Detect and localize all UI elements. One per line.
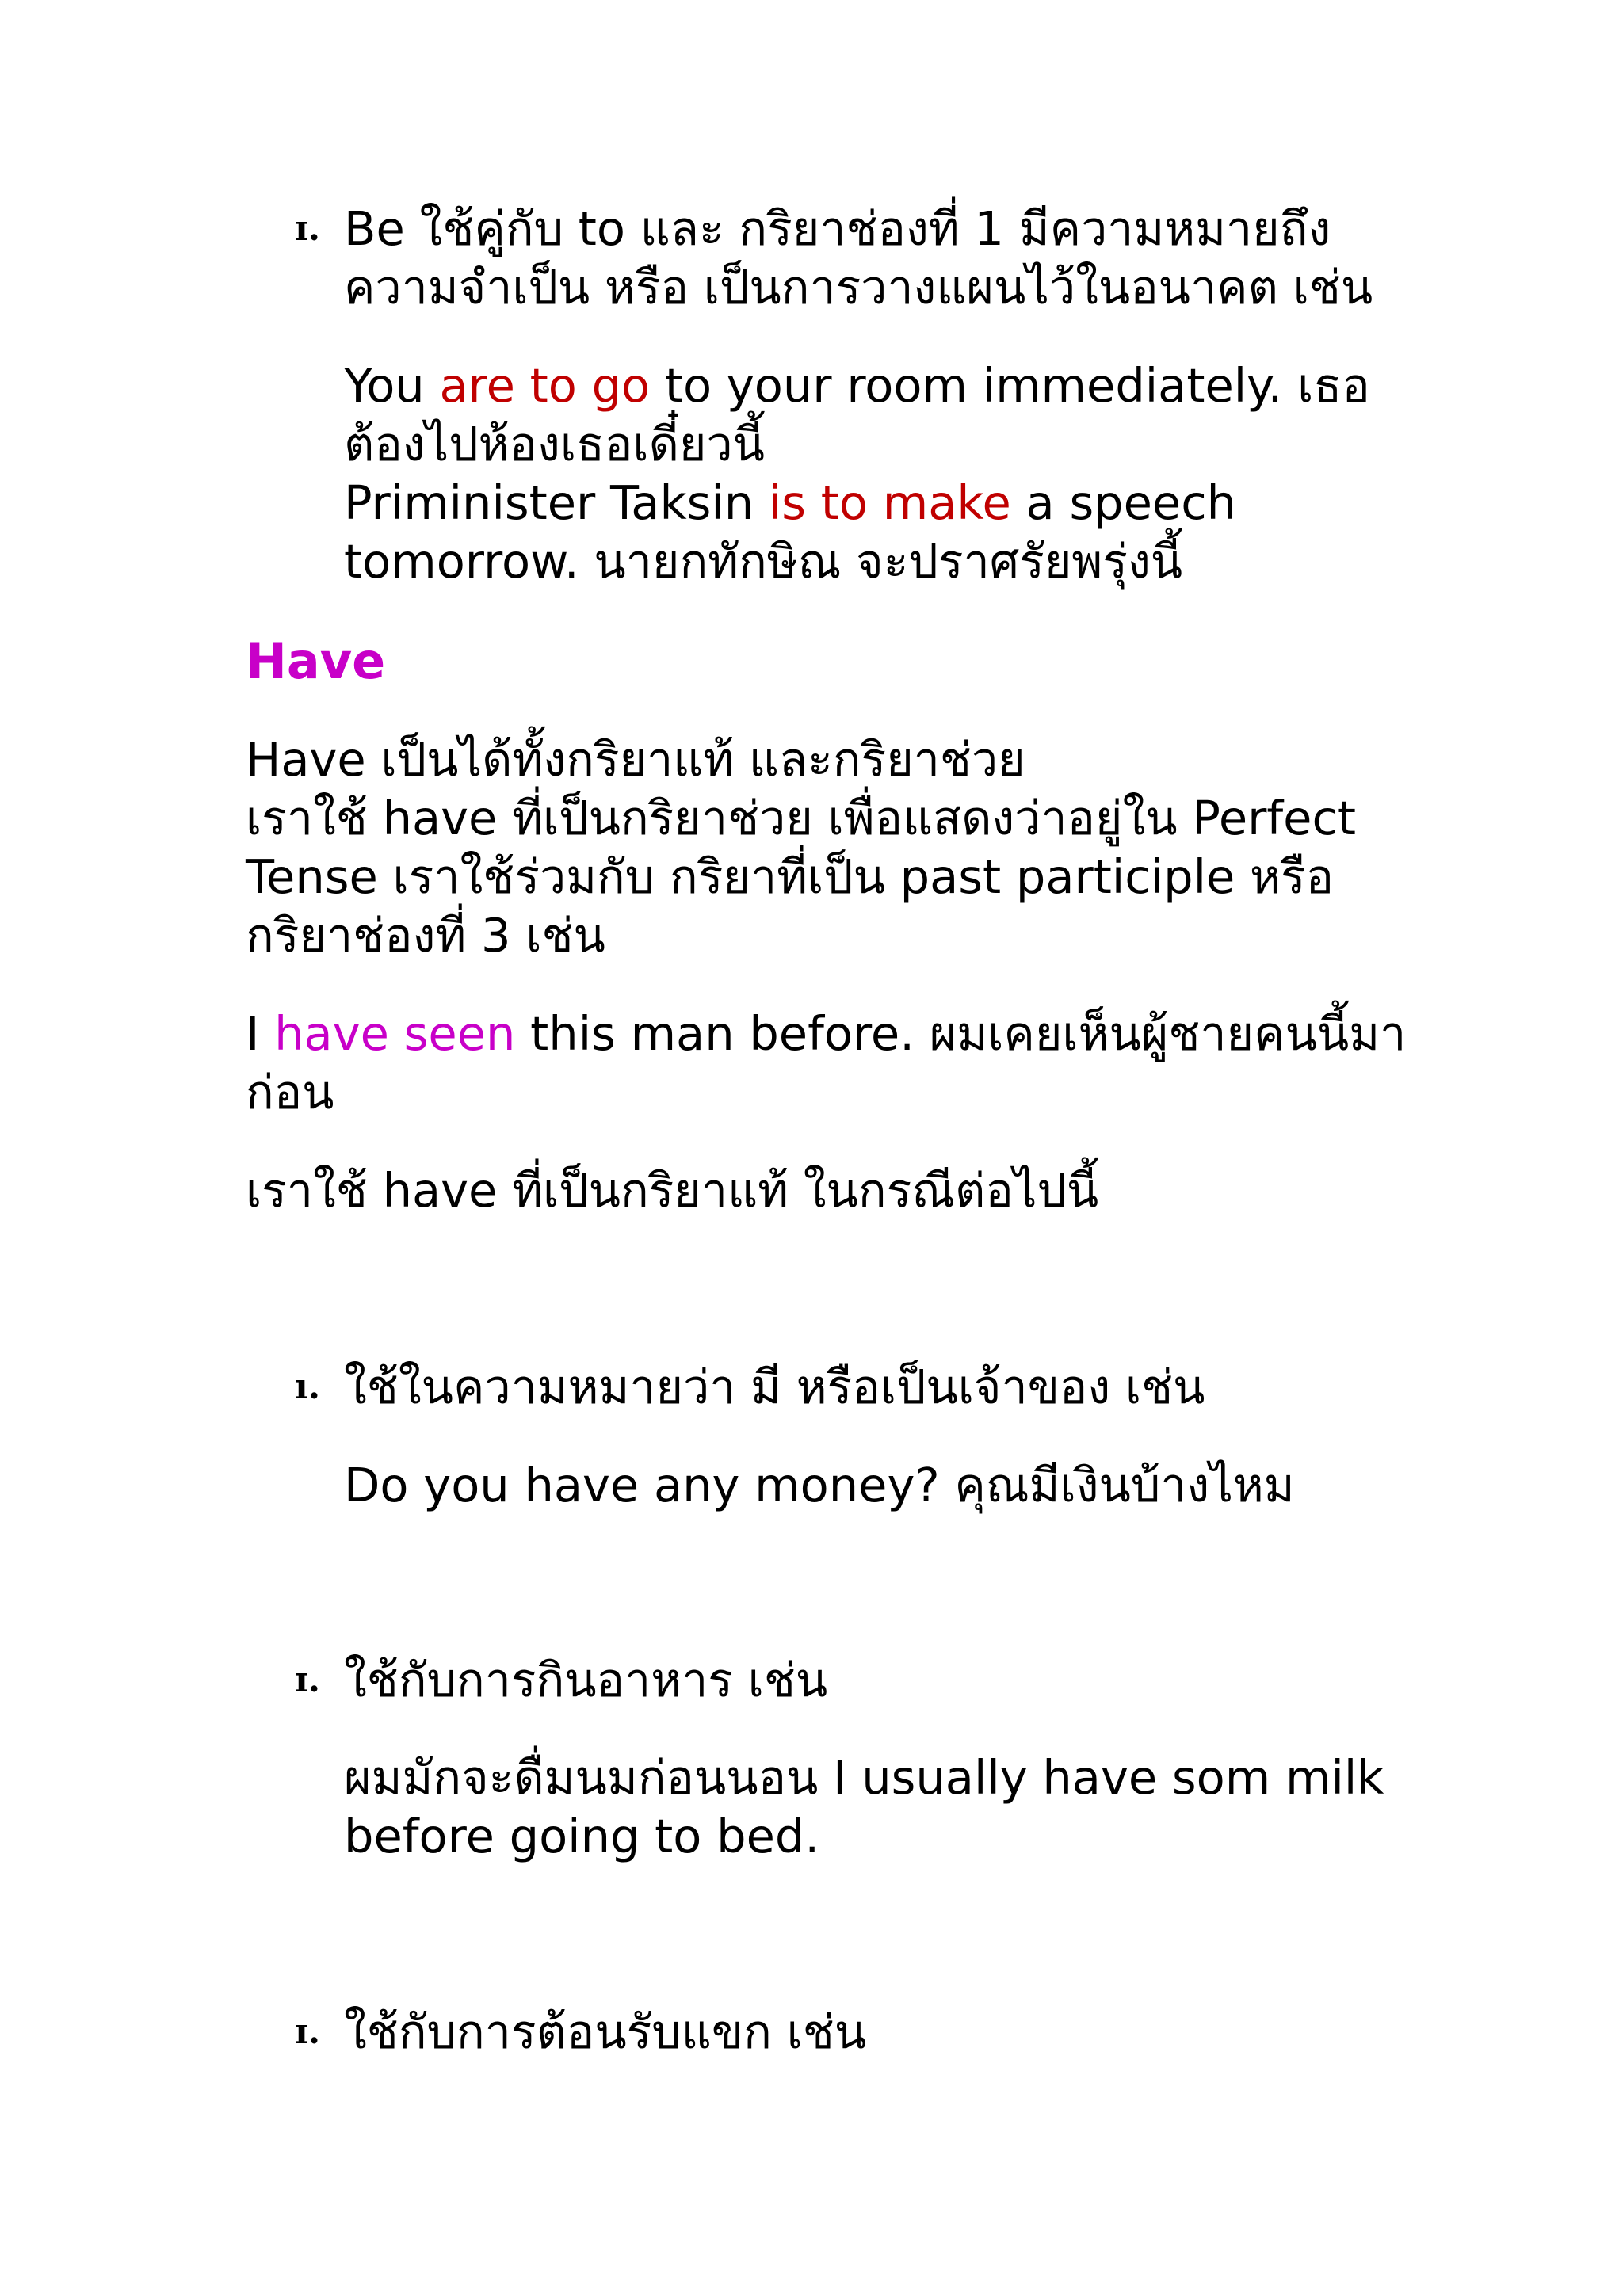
case-2-example-line-1: ผมมักจะดื่มนมก่อนนอน I usually have som milk xyxy=(344,1750,1384,1805)
be-examples xyxy=(344,357,1370,591)
highlight-phrase: are to go xyxy=(439,358,651,413)
be-definition xyxy=(344,200,1373,317)
have-intro-paragraph xyxy=(246,730,1356,965)
list-marker: ɪ. xyxy=(295,208,321,249)
have-main-verb-intro: เราใช้ have ที่เป็นกริยาแท้ ในกรณีต่อไปนี้ xyxy=(246,1163,1099,1218)
be-definition-line-2: ความจำเป็น หรือ เป็นการวางแผนไว้ในอนาคต เช่น xyxy=(344,260,1373,315)
have-intro-line-4: กริยาช่องที่ 3 เช่น xyxy=(246,908,605,963)
have-intro-line-1: Have เป็นได้ทั้งกริยาแท้ และกริยาช่วย xyxy=(246,732,1025,787)
list-marker: ɪ. xyxy=(295,1660,321,1700)
case-1-example: Do you have any money? คุณมีเงินบ้างไหม xyxy=(344,1458,1295,1512)
be-example-line-3: Priminister Taksin is to make a speech xyxy=(344,475,1237,530)
have-example-line-1: I have seen this man before. ผมเคยเห็นผู้ชายคนนี้มา xyxy=(246,1006,1407,1061)
case-2-example-line-2: before going to bed. xyxy=(344,1809,820,1863)
list-marker: ı. xyxy=(295,1367,321,1407)
have-example xyxy=(246,1005,1406,1122)
case-2-text: ใช้กับการกินอาหาร เช่น xyxy=(344,1653,828,1707)
case-3-text: ใช้กับการต้อนรับแขก เช่น xyxy=(344,2004,867,2059)
have-example-line-2: ก่อน xyxy=(246,1065,334,1119)
list-marker: ɪ. xyxy=(295,2012,321,2052)
highlight-phrase: have seen xyxy=(274,1006,516,1061)
be-example-line-1: You are to go to your room immediately. เธอ xyxy=(344,358,1370,413)
case-1-text: ใช้ในความหมายว่า มี หรือเป็นเจ้าของ เช่น xyxy=(344,1360,1205,1414)
be-example-line-4: tomorrow. นายกทักษิณ จะปราศรัยพรุ่งนี้ xyxy=(344,534,1183,589)
be-example-line-2: ต้องไปห้องเธอเดี๋ยวนี้ xyxy=(344,417,765,471)
case-2-example xyxy=(344,1749,1384,1866)
be-definition-line-1: Be ใช้คู่กับ to และ กริยาช่องที่ 1 มีความหมายถึง xyxy=(344,201,1331,256)
have-intro-line-2: เราใช้ have ที่เป็นกริยาช่วย เพื่อแสดงว่าอยู่ใน Perfect xyxy=(246,791,1357,845)
have-intro-line-3: Tense เราใช้ร่วมกับ กริยาที่เป็น past participle หรือ xyxy=(246,849,1335,904)
highlight-phrase: is to make xyxy=(768,475,1011,530)
section-heading: Have xyxy=(246,632,386,690)
